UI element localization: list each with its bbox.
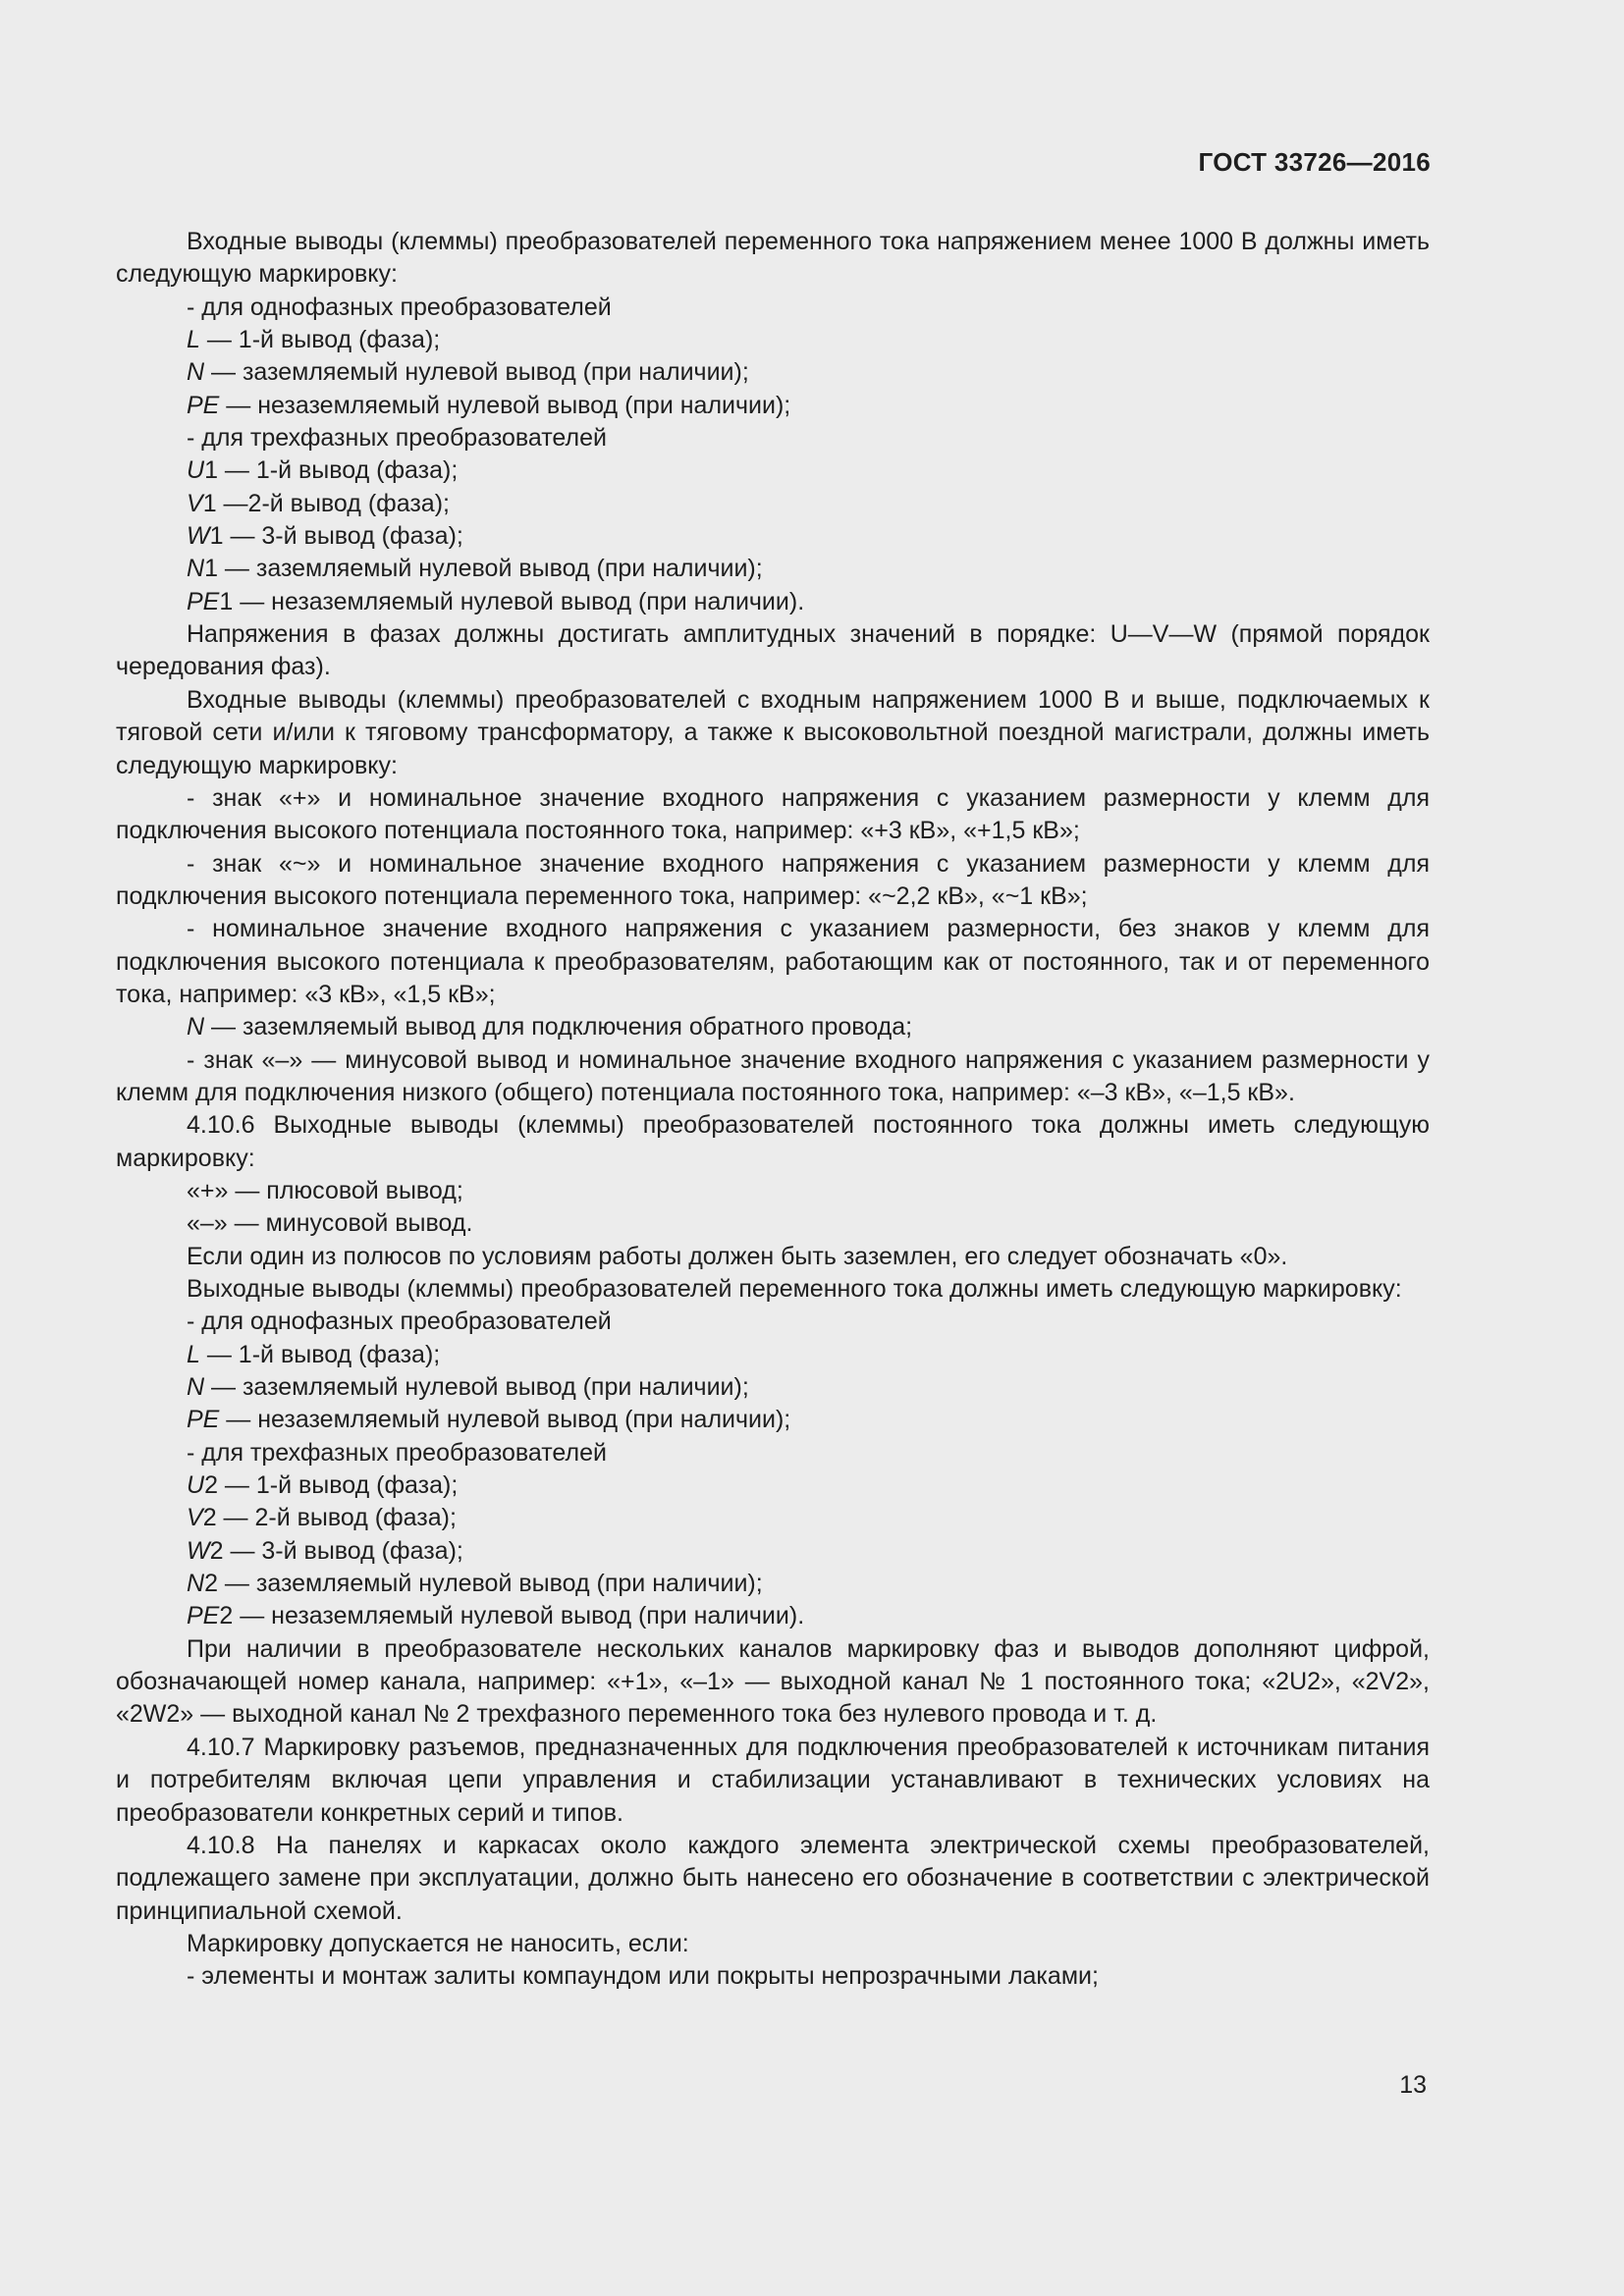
list-line [116, 1437, 1430, 1469]
text: 2 — 2-й вывод (фаза); [202, 1504, 457, 1532]
terminal-symbol: U [187, 456, 205, 485]
text: - для однофазных преобразователей [187, 1308, 612, 1336]
text: - знак «–» — минусовой вывод и номинальное значение входного напряжения с указанием размерности у клемм для подключения низкого (общего) потенциала постоянного тока, например: «–3 кВ», «–1,5 кВ». [116, 1045, 1430, 1106]
text: 1 — 1-й вывод (фаза); [204, 456, 459, 485]
terminal-symbol: N [187, 555, 205, 583]
list-line [116, 488, 1430, 520]
list-line [116, 324, 1430, 356]
text: 1 — незаземляемый нулевой вывод (при наличии). [219, 587, 805, 615]
terminal-symbol: PE [187, 391, 220, 419]
text: — заземляемый нулевой вывод (при наличии); [204, 1373, 749, 1402]
text: Маркировку допускается не наносить, если: [187, 1929, 689, 1957]
text: 4.10.7 Маркировку разъемов, предназначенных для подключения преобразователей к источникам питания и потребителям включая цепи управления и стабилизации устанавливают в технических условиях на преобразователи конкретных серий и типов. [116, 1733, 1430, 1827]
paragraph [116, 1633, 1430, 1732]
text: - для трехфазных преобразователей [187, 424, 607, 453]
text: — незаземляемый нулевой вывод (при наличии); [219, 391, 791, 419]
list-line [116, 1011, 1430, 1043]
list-line [116, 586, 1430, 618]
paragraph [116, 684, 1430, 782]
terminal-symbol: N [187, 1570, 205, 1598]
text: - для трехфазных преобразователей [187, 1438, 607, 1467]
paragraph [116, 1109, 1430, 1175]
terminal-symbol: L [187, 326, 200, 354]
text: 1 — заземляемый нулевой вывод (при наличии); [204, 555, 763, 583]
list-line [116, 356, 1430, 389]
list-line [116, 1600, 1430, 1632]
terminal-symbol: PE [187, 1406, 220, 1434]
terminal-symbol: N [187, 358, 205, 387]
terminal-symbol: N [187, 1373, 205, 1402]
text: 1 — 3-й вывод (фаза); [209, 522, 463, 551]
list-line [116, 454, 1430, 487]
list-line [116, 390, 1430, 422]
text: 4.10.8 На панелях и каркасах около каждого элемента электрической схемы преобразователей, подлежащего замене при эксплуатации, должно быть нанесено его обозначение в соответствии с электрической принципиальной схемой. [116, 1831, 1430, 1925]
terminal-symbol: W [187, 1536, 210, 1565]
paragraph [116, 782, 1430, 848]
list-line [116, 1241, 1430, 1273]
text: — заземляемый нулевой вывод (при наличии); [204, 358, 749, 387]
text: Напряжения в фазах должны достигать амплитудных значений в порядке: U—V—W (прямой порядок чередования фаз). [116, 620, 1430, 681]
document-body [116, 226, 1430, 1994]
text: - для однофазных преобразователей [187, 293, 612, 321]
text: 2 — незаземляемый нулевой вывод (при наличии). [219, 1602, 805, 1630]
list-line [116, 1207, 1430, 1240]
text: Входные выводы (клеммы) преобразователей с входным напряжением 1000 В и выше, подключаемых к тяговой сети и/или к тяговому трансформатору, а также к высоковольтной поездной магистрали, должны иметь следующую маркировку: [116, 685, 1430, 779]
text: - номинальное значение входного напряжения с указанием размерности, без знаков у клемм для подключения высокого потенциала к преобразователям, работающим как от постоянного, так и от переменного тока, например: «3 кВ», «1,5 кВ»; [116, 915, 1430, 1008]
text: — заземляемый вывод для подключения обратного провода; [204, 1013, 913, 1041]
terminal-symbol: PE [187, 587, 220, 615]
document-header: ГОСТ 33726—2016 [1198, 147, 1431, 177]
list-line [116, 1371, 1430, 1404]
list-line [116, 1306, 1430, 1338]
paragraph [116, 226, 1430, 292]
list-line [116, 520, 1430, 553]
terminal-symbol: N [187, 1013, 205, 1041]
text: - элементы и монтаж залиты компаундом или покрыты непрозрачными лаками; [187, 1962, 1099, 1991]
text: При наличии в преобразователе нескольких каналов маркировку фаз и выводов дополняют цифрой, обозначающей номер канала, например: «+1», «–1» — выходной канал № 1 постоянного тока; «2U2», «2V2», «2W2» — выходной канал № 2 трехфазного переменного тока без нулевого провода и т. д. [116, 1634, 1430, 1729]
list-line [116, 1502, 1430, 1534]
list-line [116, 1175, 1430, 1207]
list-line [116, 1535, 1430, 1568]
list-line [116, 1339, 1430, 1371]
text: 4.10.6 Выходные выводы (клеммы) преобразователей постоянного тока должны иметь следующую маркировку: [116, 1111, 1430, 1172]
text: Входные выводы (клеммы) преобразователей переменного тока напряжением менее 1000 В должны иметь следующую маркировку: [116, 228, 1430, 289]
text: Выходные выводы (клеммы) преобразователей переменного тока должны иметь следующую маркировку: [187, 1275, 1402, 1303]
text: «+» — плюсовой вывод; [187, 1176, 463, 1204]
terminal-symbol: U [187, 1471, 205, 1500]
text: — 1-й вывод (фаза); [199, 1340, 441, 1368]
text: Если один из полюсов по условиям работы должен быть заземлен, его следует обозначать «0». [187, 1242, 1288, 1270]
text: «–» — минусовой вывод. [187, 1209, 473, 1238]
list-line [116, 1568, 1430, 1600]
text: 2 — 3-й вывод (фаза); [209, 1536, 463, 1565]
paragraph [116, 848, 1430, 914]
text: 1 —2-й вывод (фаза); [202, 489, 450, 517]
terminal-symbol: PE [187, 1602, 220, 1630]
text: 2 — 1-й вывод (фаза); [204, 1471, 459, 1500]
paragraph [116, 913, 1430, 1011]
paragraph [116, 618, 1430, 684]
terminal-symbol: V [187, 489, 203, 517]
text: - знак «+» и номинальное значение входного напряжения с указанием размерности у клемм для подключения высокого потенциала постоянного тока, например: «+3 кВ», «+1,5 кВ»; [116, 783, 1430, 845]
terminal-symbol: W [187, 522, 210, 551]
paragraph [116, 1732, 1430, 1830]
list-line [116, 1928, 1430, 1960]
list-line [116, 1404, 1430, 1436]
terminal-symbol: V [187, 1504, 203, 1532]
text: — незаземляемый нулевой вывод (при наличии); [219, 1406, 791, 1434]
paragraph [116, 1830, 1430, 1928]
list-line [116, 1469, 1430, 1502]
list-line [116, 1960, 1430, 1993]
page-number: 13 [1399, 2071, 1427, 2099]
list-line [116, 422, 1430, 454]
list-line [116, 553, 1430, 585]
paragraph [116, 1273, 1430, 1306]
text: - знак «~» и номинальное значение входного напряжения с указанием размерности у клемм для подключения высокого потенциала переменного тока, например: «~2,2 кВ», «~1 кВ»; [116, 849, 1430, 910]
paragraph [116, 1044, 1430, 1110]
list-line [116, 292, 1430, 324]
text: 2 — заземляемый нулевой вывод (при наличии); [204, 1570, 763, 1598]
text: — 1-й вывод (фаза); [199, 326, 441, 354]
terminal-symbol: L [187, 1340, 200, 1368]
